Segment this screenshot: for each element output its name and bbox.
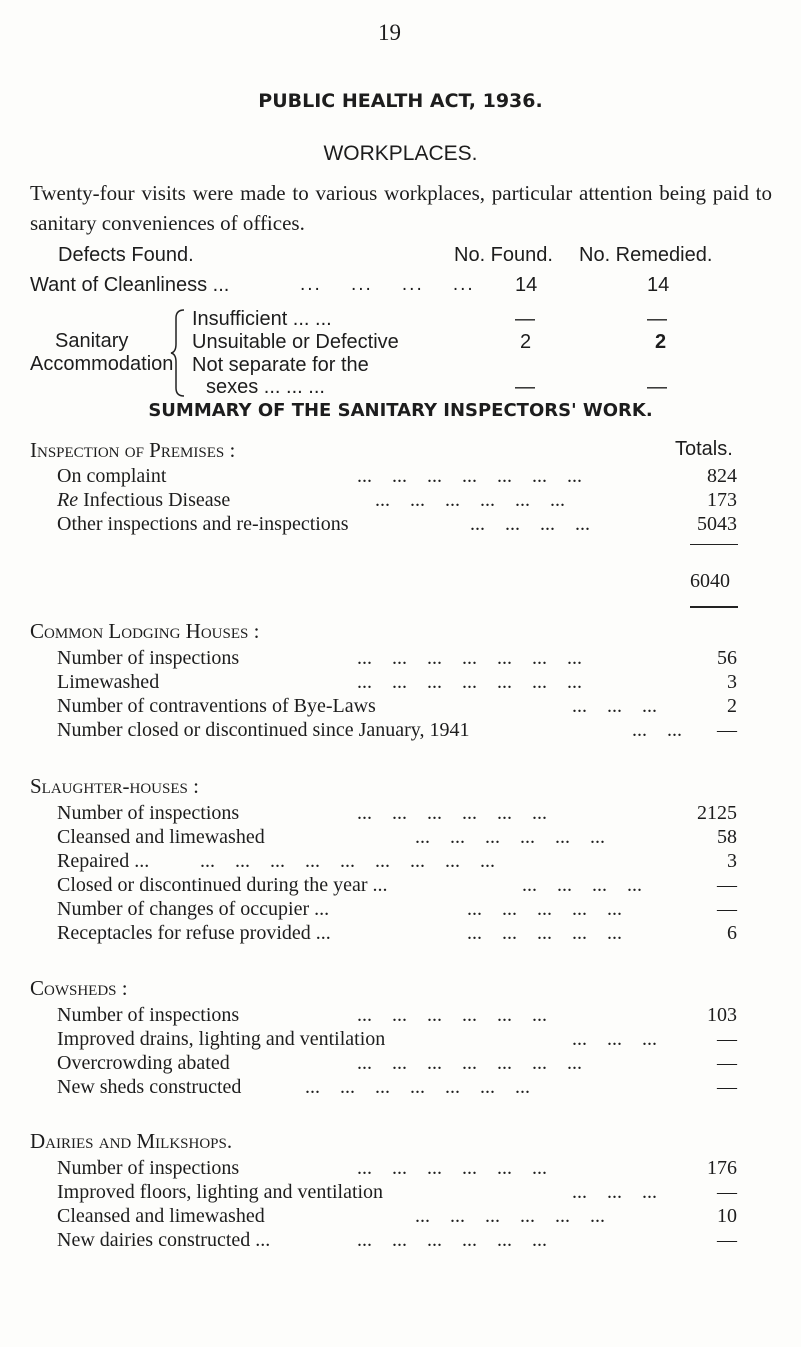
row-value: 176 [707, 1157, 737, 1179]
section-heading-dairies: Dairies and Milkshops. [30, 1129, 233, 1153]
row-value: 6 [727, 922, 737, 944]
table-row [57, 874, 737, 900]
dot-leader: ... ... ... ... ... ... [357, 802, 547, 824]
col-header-found: No. Found. [454, 244, 553, 266]
table-row [57, 1076, 737, 1102]
row-label: Number closed or discontinued since January, 1941 [57, 719, 470, 741]
table-row [57, 850, 737, 876]
defect-row-label: Unsuitable or Defective [192, 331, 399, 353]
divider [690, 544, 738, 545]
row-value: 5043 [697, 513, 737, 535]
table-row [57, 647, 737, 673]
section-heading-lodging: Common Lodging Houses : [30, 619, 260, 643]
row-value: 10 [717, 1205, 737, 1227]
dot-leader: ... ... [632, 719, 682, 741]
row-value: — [717, 898, 737, 920]
defect-row-found: — [515, 376, 535, 398]
row-value: 2125 [697, 802, 737, 824]
table-row [57, 1004, 737, 1030]
table-row [57, 1157, 737, 1183]
section-title-workplaces: WORKPLACES. [323, 142, 478, 165]
table-row [57, 922, 737, 948]
brace-icon [170, 308, 188, 398]
table-row [57, 1229, 737, 1255]
dot-leader: ... ... ... ... ... ... ... [305, 1076, 530, 1098]
col-header-remedied: No. Remedied. [579, 244, 713, 266]
row-value: 58 [717, 826, 737, 848]
dot-leader: ... ... ... ... ... ... [357, 1229, 547, 1251]
totals-label: Totals. [675, 438, 733, 460]
accommodation-label: Accommodation [30, 353, 174, 375]
row-label: Limewashed [57, 671, 160, 693]
dot-leader: ... ... ... ... ... ... ... [357, 1052, 582, 1074]
section-heading-premises: Inspection of Premises : [30, 438, 236, 462]
page-number: 19 [378, 20, 401, 45]
defect-row-remedied: — [647, 308, 667, 330]
dot-leader: ... ... ... ... ... ... ... [357, 465, 582, 487]
row-value: — [717, 1052, 737, 1074]
table-row [57, 802, 737, 828]
dot-leader: ... ... ... ... ... [467, 922, 622, 944]
dot-leader: ... ... ... ... ... ... ... ... ... [200, 850, 495, 872]
dot-leader: ... ... ... ... [300, 274, 475, 295]
dot-leader: ... ... ... [572, 1028, 657, 1050]
row-label: Number of inspections [57, 647, 240, 669]
dot-leader: ... ... ... ... [470, 513, 590, 535]
row-label: Improved drains, lighting and ventilation [57, 1028, 386, 1050]
row-label: New dairies constructed ... [57, 1229, 271, 1251]
dot-leader: ... ... ... [572, 1181, 657, 1203]
row-label: Infectious Disease [78, 489, 231, 511]
dot-leader: ... ... ... ... ... ... [357, 1004, 547, 1026]
defect-row-label: Not separate for the [192, 354, 369, 376]
row-value: 824 [707, 465, 737, 487]
defect-row-remedied: 2 [655, 331, 667, 353]
row-value: 103 [707, 1004, 737, 1026]
row-value: 56 [717, 647, 737, 669]
row-label: Receptacles for refuse provided ... [57, 922, 331, 944]
row-label: Repaired ... [57, 850, 150, 872]
row-value: — [717, 1181, 737, 1203]
row-value: 2 [727, 695, 737, 717]
table-row [57, 465, 737, 491]
intro-paragraph: Twenty-four visits were made to various workplaces, particular attention being paid to sanitary conveniences of offices. [30, 181, 772, 235]
table-row [57, 1052, 737, 1078]
dot-leader: ... ... ... ... ... ... [415, 826, 605, 848]
row-value: — [717, 1028, 737, 1050]
defect-row-label: sexes ... ... ... [206, 376, 325, 398]
table-row [57, 695, 737, 721]
want-cleanliness-label: Want of Cleanliness ... [30, 274, 230, 296]
divider [690, 606, 738, 608]
table-row [57, 1205, 737, 1231]
row-label: Number of contraventions of Bye-Laws [57, 695, 376, 717]
row-label: Number of inspections [57, 802, 240, 824]
row-value: 3 [727, 850, 737, 872]
defect-row-label: Insufficient ... ... [192, 308, 332, 330]
defect-row-remedied: — [647, 376, 667, 398]
row-label: Number of changes of occupier ... [57, 898, 330, 920]
summary-title: SUMMARY OF THE SANITARY INSPECTORS' WORK. [148, 400, 653, 421]
row-prefix: Re [57, 489, 79, 511]
dot-leader: ... ... ... ... ... ... [357, 1157, 547, 1179]
row-value: 3 [727, 671, 737, 693]
col-header-defects: Defects Found. [58, 244, 194, 266]
table-row [57, 826, 737, 852]
want-found-value: 14 [515, 274, 538, 296]
table-row [57, 671, 737, 697]
table-row [57, 489, 737, 515]
table-row [57, 719, 737, 745]
row-label: Other inspections and re-inspections [57, 513, 349, 535]
row-label: Number of inspections [57, 1157, 240, 1179]
section-heading-slaughter: Slaughter-houses : [30, 774, 199, 798]
dot-leader: ... ... ... ... ... ... ... [357, 671, 582, 693]
row-value: 173 [707, 489, 737, 511]
row-label: New sheds constructed [57, 1076, 242, 1098]
row-label: Closed or discontinued during the year ... [57, 874, 388, 896]
row-value: — [717, 1076, 737, 1098]
row-label: Number of inspections [57, 1004, 240, 1026]
section-heading-cowsheds: Cowsheds : [30, 976, 128, 1000]
row-label: Cleansed and limewashed [57, 1205, 265, 1227]
premises-total: 6040 [690, 570, 730, 592]
defect-row-found: — [515, 308, 535, 330]
dot-leader: ... ... ... ... ... ... ... [357, 647, 582, 669]
row-label: Cleansed and limewashed [57, 826, 265, 848]
dot-leader: ... ... ... ... ... ... [375, 489, 565, 511]
row-label: Overcrowding abated [57, 1052, 230, 1074]
row-label: Improved floors, lighting and ventilation [57, 1181, 384, 1203]
row-label: On complaint [57, 465, 167, 487]
table-row [57, 513, 737, 539]
table-row [57, 1181, 737, 1207]
dot-leader: ... ... ... ... [522, 874, 642, 896]
dot-leader: ... ... ... [572, 695, 657, 717]
table-row [57, 898, 737, 924]
row-value: — [717, 1229, 737, 1251]
table-row [57, 1028, 737, 1054]
defect-row-found: 2 [520, 331, 532, 353]
want-remedied-value: 14 [647, 274, 670, 296]
page-title: PUBLIC HEALTH ACT, 1936. [258, 90, 543, 112]
row-value: — [717, 874, 737, 896]
dot-leader: ... ... ... ... ... [467, 898, 622, 920]
sanitary-label: Sanitary [55, 330, 129, 352]
row-value: — [717, 719, 737, 741]
dot-leader: ... ... ... ... ... ... [415, 1205, 605, 1227]
